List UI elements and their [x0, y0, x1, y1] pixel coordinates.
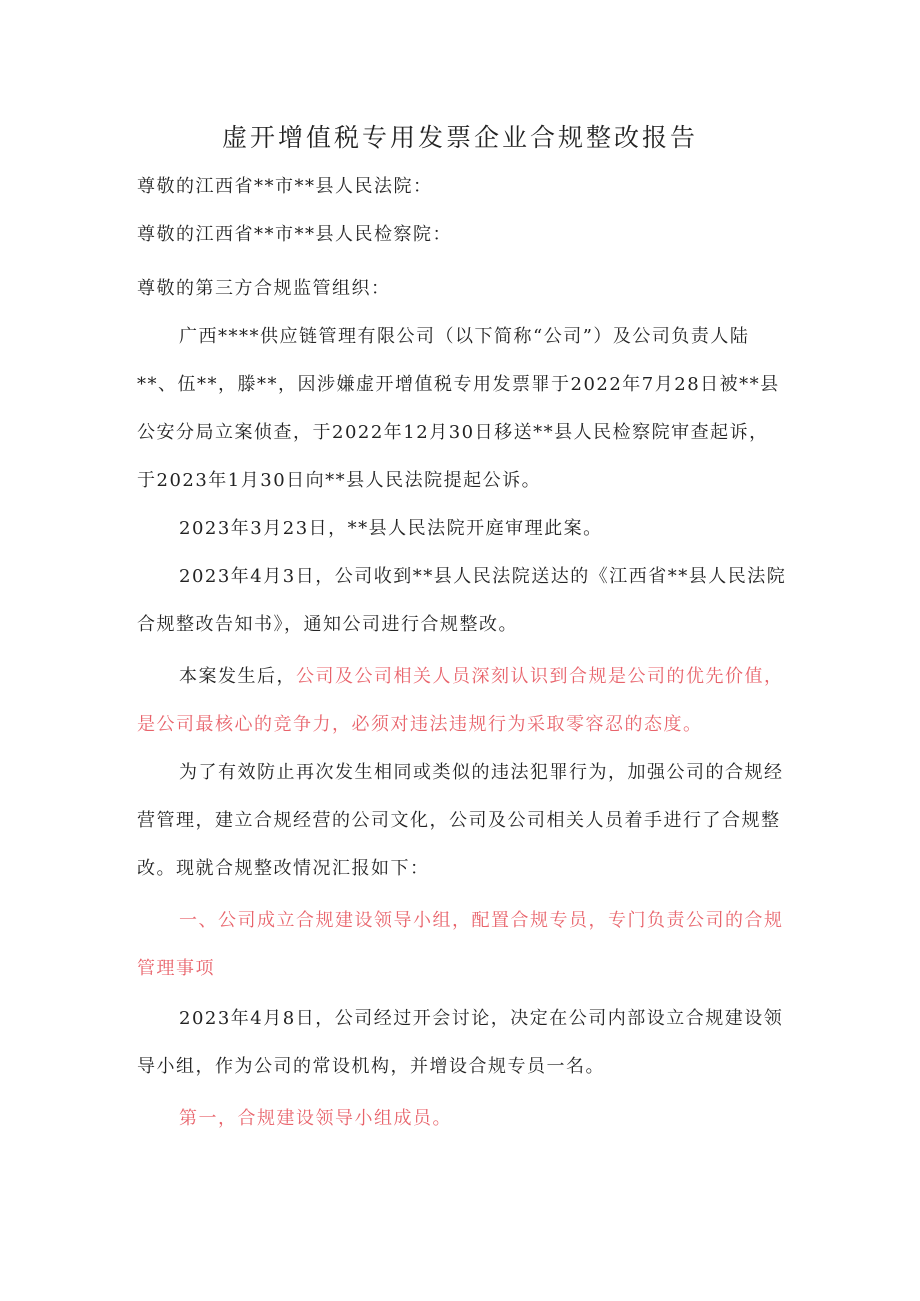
paragraph-case-background: 广西****供应链管理有限公司（以下简称“公司”）及公司负责人陆**、伍**，滕**，因涉嫌虚开增值税专用发票罪于2022年7月28日被**县公安分局立案侦查，于2022年12月30日移送**县人民检察院审查起诉，于2023年1月30日向**县人民法院提起公诉。	[137, 326, 780, 491]
paragraph-notice: 2023年4月3日，公司收到**县人民法院送达的《江西省**县人民法院合规整改告知书》，通知公司进行合规整改。	[137, 566, 787, 635]
section-heading-1: 一、公司成立合规建设领导小组，配置合规专员，专门负责公司的合规管理事项	[137, 910, 784, 979]
paragraph-compliance-awareness	[137, 653, 787, 749]
paragraph-group-established: 2023年4月8日，公司经过开会讨论，决定在公司内部设立合规建设领导小组，作为公司的常设机构，并增设合规专员一名。	[137, 1008, 784, 1077]
salutation-monitor: 尊敬的第三方合规监管组织：	[137, 278, 391, 299]
awareness-highlight: 公司及公司相关人员深刻认识到合规是公司的优先价值，是公司最核心的竞争力，必须对违法违规行为采取零容忍的态度。	[137, 666, 784, 735]
paragraph-trial-date: 2023年3月23日，**县人民法院开庭审理此案。	[179, 518, 603, 539]
salutation-court: 尊敬的江西省**市**县人民法院：	[137, 176, 433, 197]
awareness-prefix: 本案发生后，	[179, 666, 296, 687]
subheading-group-members: 第一，合规建设领导小组成员。	[179, 1108, 452, 1129]
paragraph-rectification-intro: 为了有效防止再次发生相同或类似的违法犯罪行为，加强公司的合规经营管理，建立合规经营的公司文化，公司及公司相关人员着手进行了合规整改。现就合规整改情况汇报如下：	[137, 762, 784, 879]
document-title: 虚开增值税专用发票企业合规整改报告	[221, 123, 698, 152]
salutation-procuratorate: 尊敬的江西省**市**县人民检察院：	[137, 224, 452, 245]
